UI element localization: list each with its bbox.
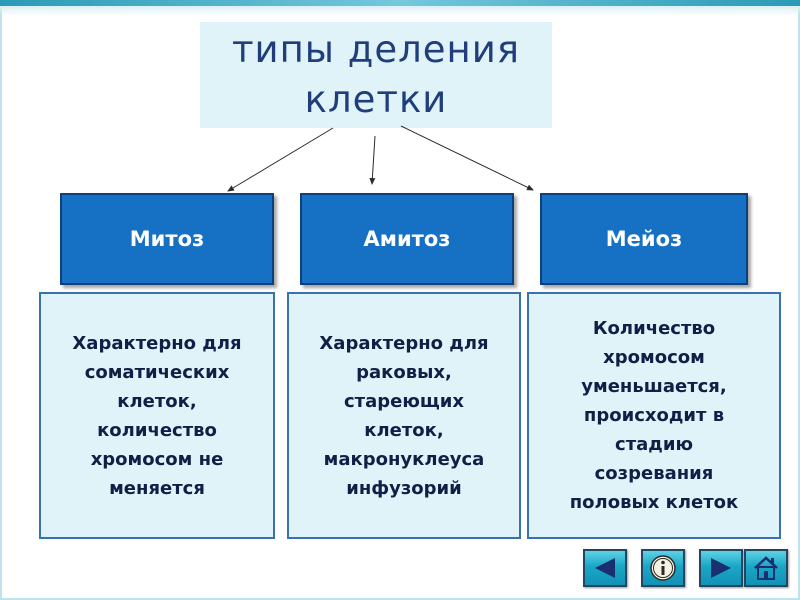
desc-mitosis-text: Характерно для соматических клеток, количество хромосом не меняется (72, 332, 242, 499)
desc-meiosis-text: Количество хромосом уменьшается, происходит в стадию созревания половых клеток (569, 318, 739, 513)
desc-mitosis (39, 292, 275, 539)
info-icon (649, 554, 677, 582)
box-mitosis-label: Митоз (129, 227, 205, 251)
box-meiosis (540, 193, 748, 285)
info-button[interactable] (641, 549, 685, 587)
home-icon (752, 555, 780, 581)
triangle-left-icon (593, 557, 617, 579)
desc-amitosis-text: Характерно для раковых, стареющих клеток, макронуклеуса инфузорий (319, 332, 489, 499)
title-box (200, 22, 552, 128)
box-amitosis-label: Амитоз (363, 227, 451, 251)
desc-meiosis (527, 292, 781, 539)
slide-title: типы деления клетки (231, 28, 521, 121)
desc-amitosis (287, 292, 521, 539)
home-button[interactable] (744, 549, 788, 587)
box-amitosis (300, 193, 514, 285)
back-button[interactable] (583, 549, 627, 587)
box-meiosis-label: Мейоз (605, 227, 683, 251)
forward-button[interactable] (699, 549, 743, 587)
triangle-right-icon (709, 557, 733, 579)
box-mitosis (60, 193, 274, 285)
top-band-shadow (0, 6, 800, 16)
